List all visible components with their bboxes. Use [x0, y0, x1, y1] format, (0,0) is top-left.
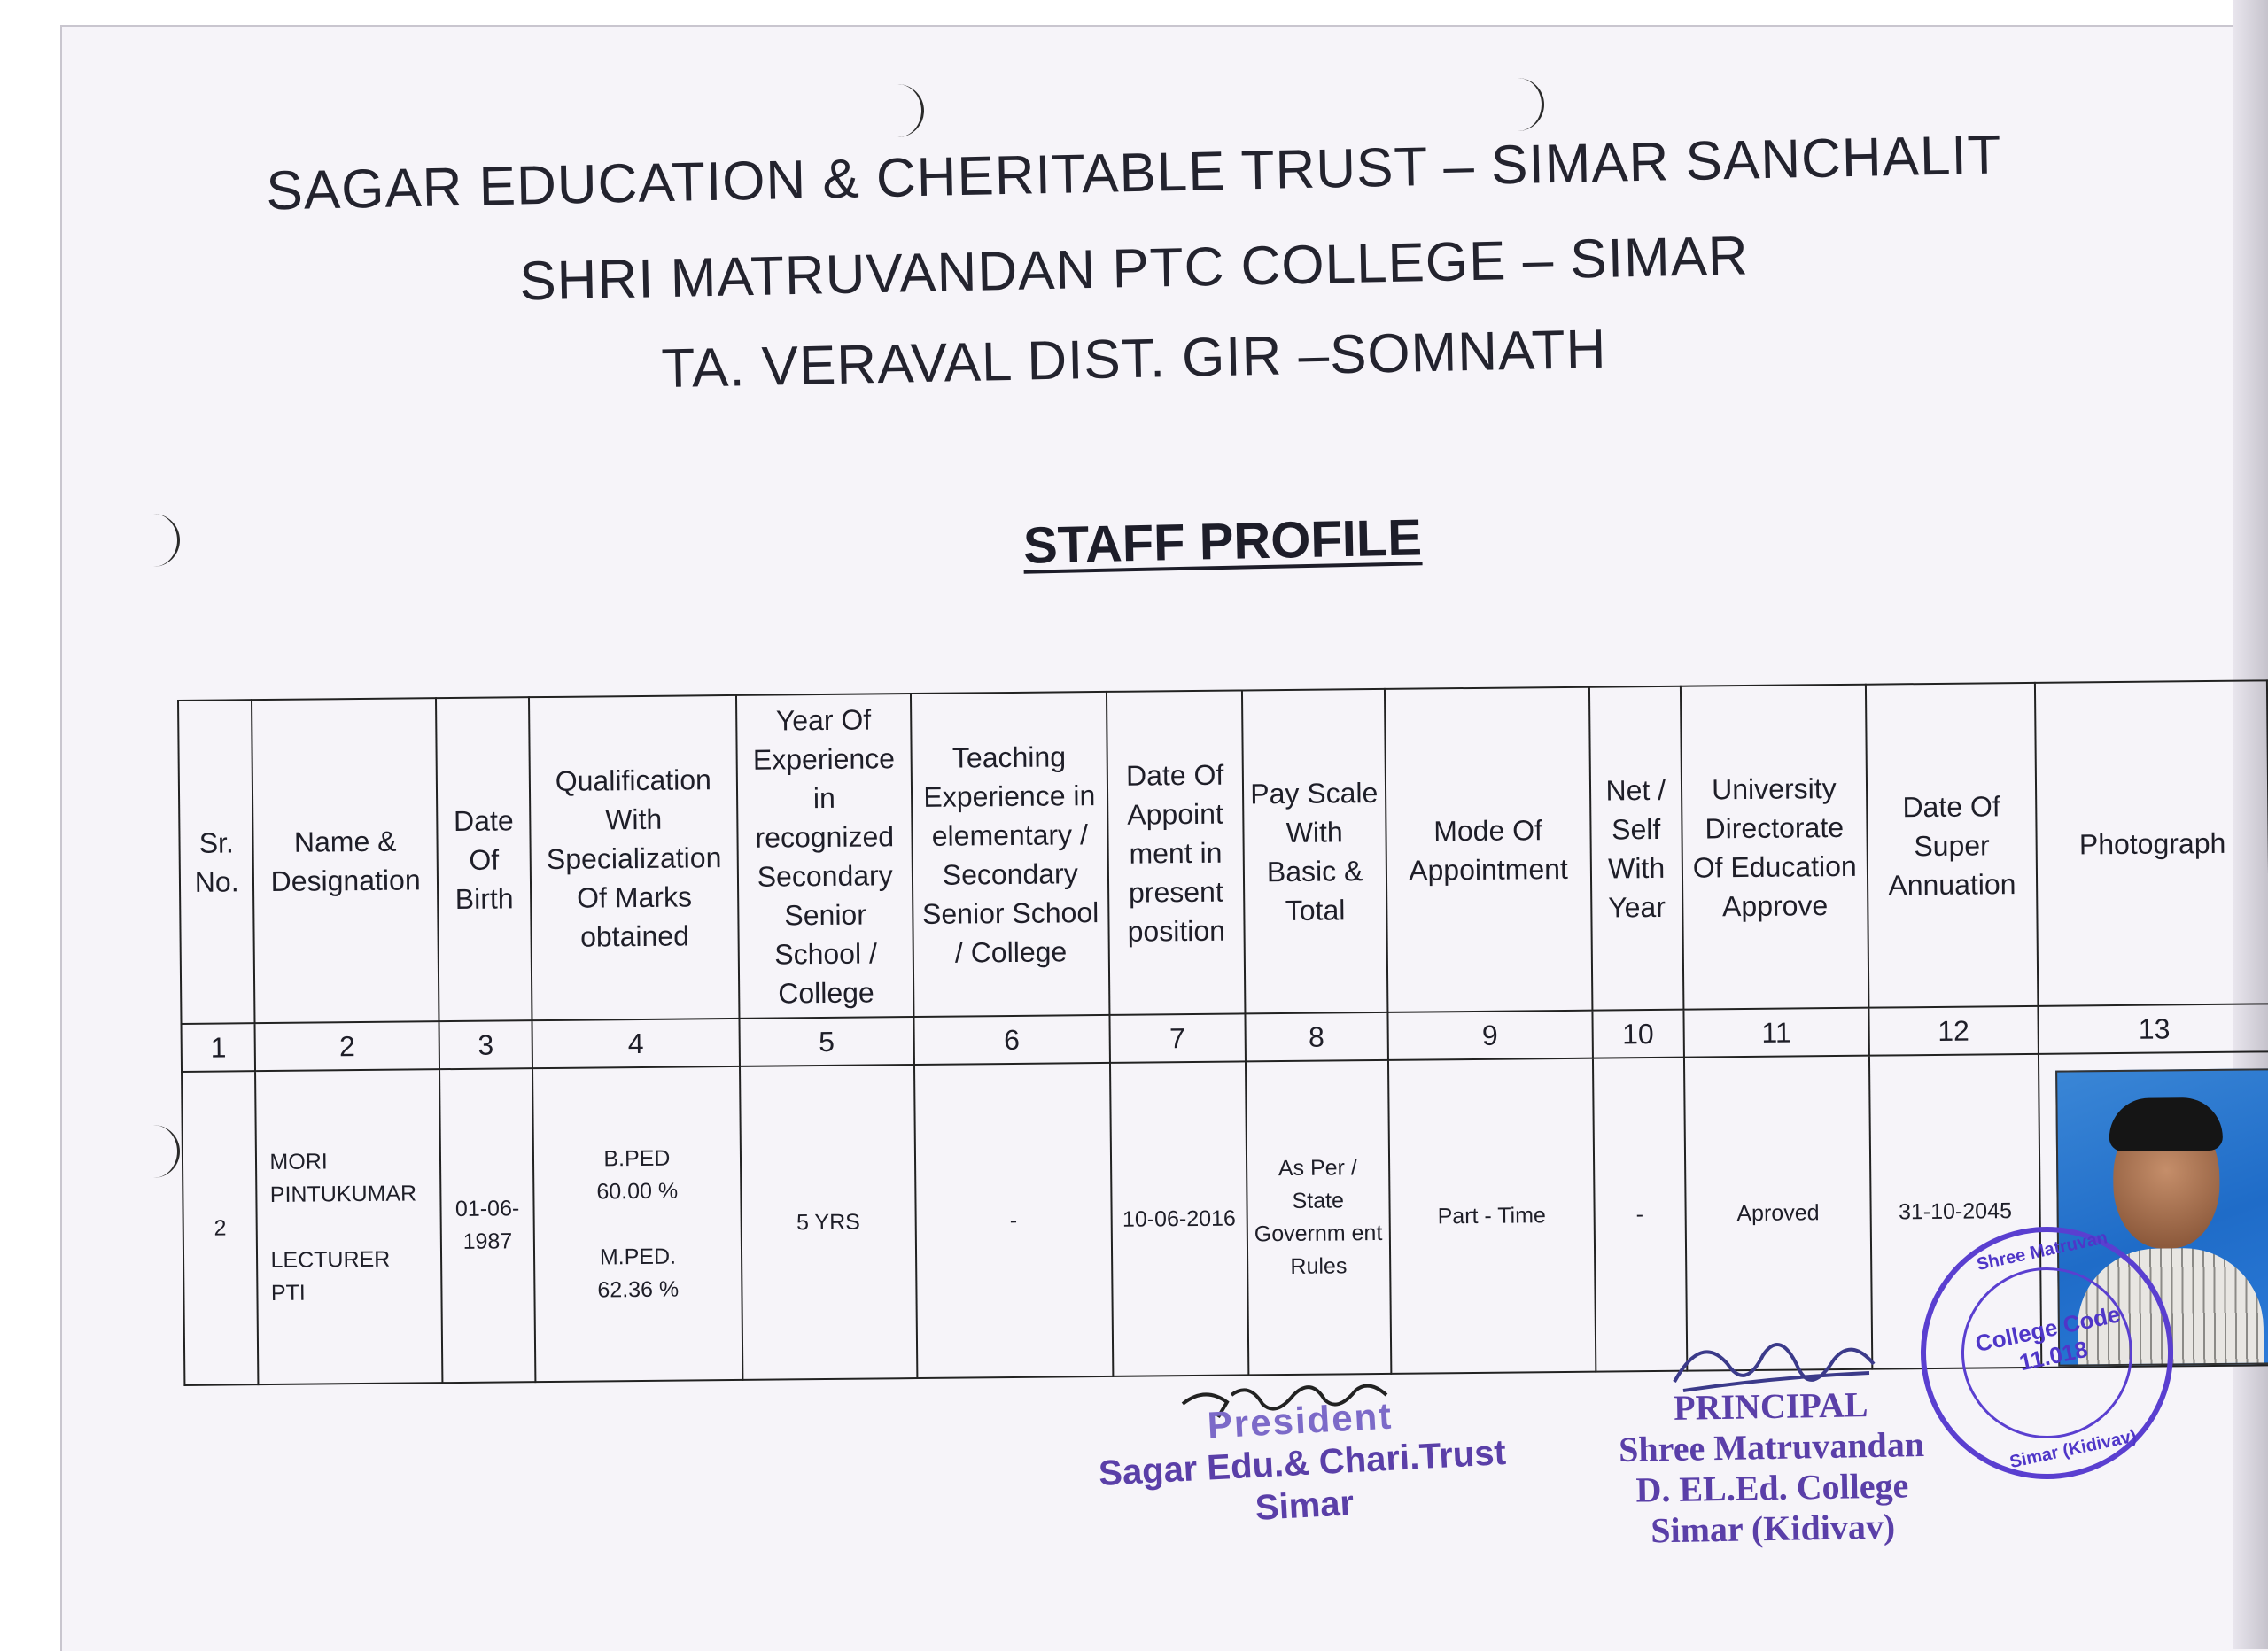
column-number: 9 [1387, 1011, 1592, 1060]
page-title: STAFF PROFILE [1022, 508, 1423, 575]
pay-scale-cell: As Per / State Governm ent Rules [1246, 1060, 1391, 1376]
staff-designation: LECTURER [270, 1246, 391, 1273]
column-number: 2 [255, 1021, 439, 1071]
principal-college-location: Simar (Kidivav) [1650, 1506, 1896, 1551]
column-number: 3 [439, 1020, 532, 1069]
superannuation-cell: 31-10-2045 [1869, 1054, 2041, 1369]
column-number: 1 [182, 1023, 256, 1072]
column-number: 10 [1592, 1010, 1684, 1058]
column-header: Name & Designation [252, 698, 439, 1023]
appointment-date-cell: 10-06-2016 [1110, 1061, 1249, 1376]
experience-cell: 5 YRS [740, 1065, 918, 1380]
approval-cell: Aproved [1684, 1056, 1872, 1371]
staff-name: PINTUKUMAR [269, 1180, 417, 1207]
column-number: 8 [1245, 1012, 1387, 1062]
staff-name: MORI [269, 1148, 328, 1174]
qualification-cell [532, 1066, 742, 1382]
trust-location-stamp: Simar [1254, 1484, 1355, 1528]
president-title: President [1206, 1394, 1394, 1446]
column-header: University Directorate Of Education Approve [1681, 685, 1868, 1010]
column-header: Sr. No. [178, 700, 255, 1024]
column-header: Teaching Experience in elementary / Secondary Senior School / College [911, 692, 1109, 1017]
column-number: 4 [532, 1019, 740, 1068]
principal-college-name: Shree Matruvandan [1618, 1423, 1925, 1470]
name-designation-cell [255, 1069, 442, 1384]
college-address-heading: TA. VERAVAL DIST. GIR –SOMNATH [660, 318, 1608, 400]
trust-name-stamp: Sagar Edu.& Chari.Trust [1098, 1432, 1507, 1494]
teaching-experience-cell: - [914, 1063, 1113, 1378]
seal-bottom-text: Simar (Kidivav) [2008, 1426, 2139, 1473]
column-header: Pay Scale With Basic & Total [1242, 689, 1387, 1014]
seal-college-code: College Code 11.018 [1972, 1300, 2123, 1376]
column-header: Year Of Experience in recognized Secondary Senior School / College [736, 694, 914, 1019]
principal-title: PRINCIPAL [1673, 1384, 1868, 1428]
qualification-degree: B.PED [603, 1145, 671, 1171]
table-header-row [178, 680, 2268, 1024]
column-number: 11 [1683, 1008, 1868, 1058]
column-header: Mode Of Appointment [1385, 687, 1592, 1012]
column-number: 12 [1868, 1006, 2039, 1056]
president-stamp [1078, 1388, 1527, 1539]
qualification-degree: M.PED. [599, 1244, 677, 1269]
sr-no-cell: 2 [182, 1071, 259, 1385]
net-cell: - [1593, 1058, 1688, 1372]
qualification-marks: 62.36 % [597, 1276, 680, 1302]
seal-top-text: Shree Matruvan [1975, 1228, 2109, 1275]
column-header: Qualification With Specialization Of Marks obtained [529, 695, 739, 1020]
principal-stamp [1593, 1384, 1950, 1553]
college-name-heading: SHRI MATRUVANDAN PTC COLLEGE – SIMAR [518, 225, 1750, 313]
column-number: 7 [1109, 1013, 1246, 1062]
column-number: 6 [913, 1015, 1109, 1065]
column-header: Date Of Appoint ment in present position [1107, 690, 1246, 1014]
column-header: Net / Self With Year [1589, 686, 1684, 1011]
column-header: Date Of Super Annuation [1866, 683, 2039, 1008]
column-number: 5 [739, 1017, 914, 1066]
column-number: 13 [2038, 1004, 2268, 1054]
date-of-birth-cell: 01-06-1987 [439, 1068, 536, 1383]
column-header: Photograph [2035, 680, 2268, 1005]
trust-name-heading: SAGAR EDUCATION & CHERITABLE TRUST – SIMAR SANCHALIT [265, 124, 2003, 222]
mode-of-appointment-cell: Part - Time [1388, 1058, 1596, 1374]
principal-college-type: D. EL.Ed. College [1635, 1465, 1909, 1510]
staff-designation: PTI [270, 1280, 306, 1306]
column-header: Date Of Birth [436, 697, 532, 1021]
qualification-marks: 60.00 % [596, 1178, 679, 1204]
